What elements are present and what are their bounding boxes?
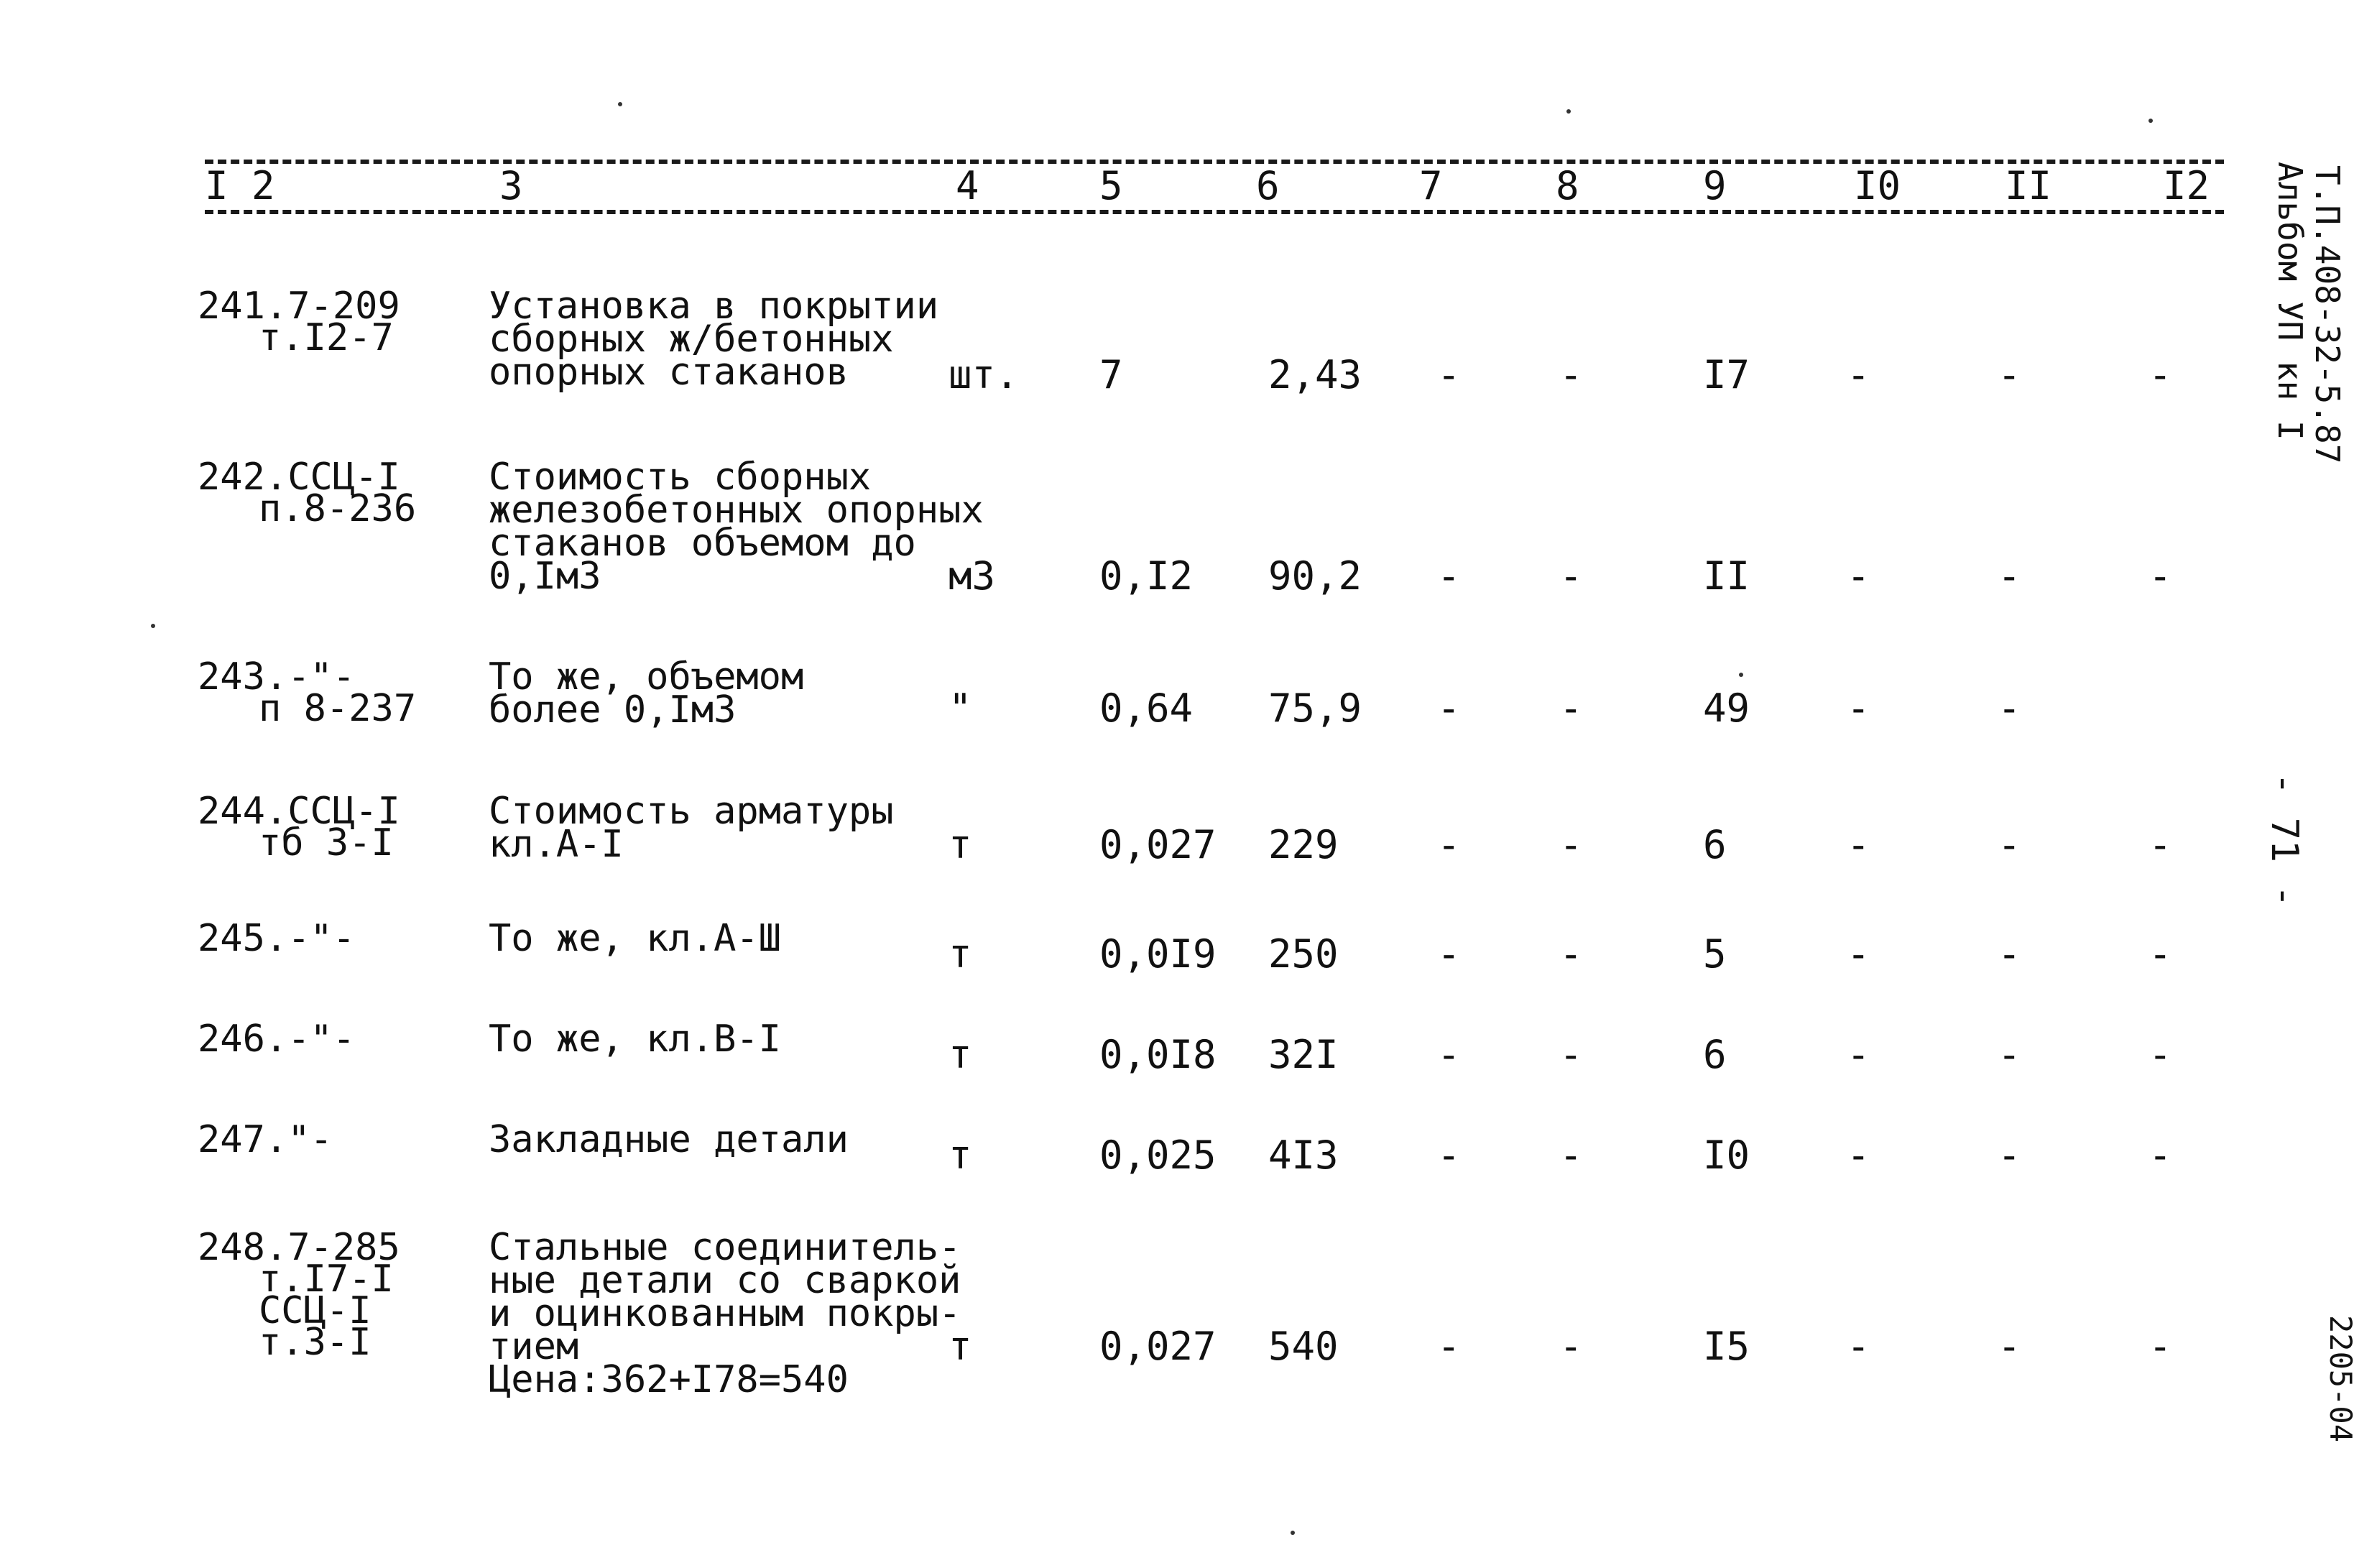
cell-c6: 90,2 xyxy=(1268,553,1362,599)
cell-c8: - xyxy=(1559,1133,1583,1178)
cell-c11: - xyxy=(1998,352,2021,397)
cell-c6: 250 xyxy=(1268,931,1339,977)
cell-c12: - xyxy=(2148,822,2172,867)
cell-c10: - xyxy=(1847,822,1870,867)
cell-c8: - xyxy=(1559,822,1583,867)
cell-c12: - xyxy=(2148,1324,2172,1369)
cell-c8: - xyxy=(1559,931,1583,977)
cell-c6: 75,9 xyxy=(1268,686,1362,731)
row-code: 242.ССЦ-I xyxy=(198,456,400,499)
cell-c10: - xyxy=(1847,1324,1870,1369)
row-code: т.I7-I xyxy=(259,1258,394,1301)
row-code: 246.-"- xyxy=(198,1018,356,1061)
col-header-6: 6 xyxy=(1256,163,1280,208)
album-ref-code: Т.П.408-32-5.87 xyxy=(2308,165,2347,464)
cell-unit: т xyxy=(949,1032,972,1077)
cell-unit: т xyxy=(949,931,972,977)
cell-c9: I5 xyxy=(1703,1324,1750,1369)
cell-c5: 0,64 xyxy=(1099,686,1194,731)
cell-c9: I7 xyxy=(1703,352,1750,397)
row-code: ССЦ-I xyxy=(259,1289,371,1332)
row-code: 243.-"- xyxy=(198,655,356,698)
cell-c5: 0,025 xyxy=(1099,1133,1217,1178)
cell-unit: м3 xyxy=(949,553,996,599)
row-code: 241.7-209 xyxy=(198,285,400,328)
row-code: п 8-237 xyxy=(259,687,417,730)
page-number-text: - 71 - xyxy=(2263,773,2306,908)
cell-c11: - xyxy=(1998,686,2021,731)
cell-c7: - xyxy=(1437,1032,1461,1077)
col-header-7: 7 xyxy=(1419,163,1443,208)
cell-unit: т xyxy=(949,1324,972,1369)
cell-unit: " xyxy=(949,686,972,731)
row-description: То же, объемом xyxy=(489,655,804,698)
header-rule-bottom xyxy=(205,210,2224,214)
row-description: и оцинкованным покры- xyxy=(489,1292,961,1335)
cell-c7: - xyxy=(1437,553,1461,599)
cell-c11: - xyxy=(1998,1324,2021,1369)
row-description: кл.А-I xyxy=(489,823,624,866)
col-header-9: 9 xyxy=(1703,163,1727,208)
cell-c12: - xyxy=(2148,352,2172,397)
row-description: Цена:362+I78=540 xyxy=(489,1358,849,1401)
row-code: 248.7-285 xyxy=(198,1226,400,1269)
cell-c10: - xyxy=(1847,1032,1870,1077)
row-code: т.I2-7 xyxy=(259,316,394,359)
row-description: стаканов объемом до xyxy=(489,522,916,565)
cell-c9: I0 xyxy=(1703,1133,1750,1178)
scan-speck xyxy=(2148,119,2153,123)
cell-c11: - xyxy=(1998,553,2021,599)
cell-c9: II xyxy=(1703,553,1750,599)
cell-c5: 0,0I8 xyxy=(1099,1032,1217,1077)
cell-c6: 32I xyxy=(1268,1032,1339,1077)
cell-c9: 5 xyxy=(1703,931,1727,977)
col-header-3: 3 xyxy=(499,163,523,208)
cell-c10: - xyxy=(1847,553,1870,599)
cell-c7: - xyxy=(1437,686,1461,731)
cell-c8: - xyxy=(1559,1324,1583,1369)
album-vol-text: Альбом УП кн I xyxy=(2271,162,2309,441)
col-header-8: 8 xyxy=(1556,163,1579,208)
cell-c6: 2,43 xyxy=(1268,352,1362,397)
row-code: п.8-236 xyxy=(259,487,417,530)
row-description: тием xyxy=(489,1325,579,1368)
cell-c8: - xyxy=(1559,553,1583,599)
cell-c8: - xyxy=(1559,352,1583,397)
row-code: 245.-"- xyxy=(198,917,356,960)
col-header-11: II xyxy=(2005,163,2052,208)
cell-c12: - xyxy=(2148,553,2172,599)
row-description: опорных стаканов xyxy=(489,351,849,394)
cell-unit: т xyxy=(949,822,972,867)
cell-c9: 49 xyxy=(1703,686,1750,731)
col-header-1-2: I 2 xyxy=(205,163,275,208)
row-description: Закладные детали xyxy=(489,1118,849,1161)
scan-speck xyxy=(151,624,155,628)
scan-speck xyxy=(618,102,622,106)
row-description: То же, кл.В-I xyxy=(489,1018,781,1061)
col-header-10: I0 xyxy=(1854,163,1901,208)
cell-c11: - xyxy=(1998,931,2021,977)
row-description: железобетонных опорных xyxy=(489,489,984,532)
cell-unit: шт. xyxy=(949,352,1019,397)
cell-c6: 540 xyxy=(1268,1324,1339,1369)
cell-c6: 229 xyxy=(1268,822,1339,867)
cell-c7: - xyxy=(1437,1324,1461,1369)
cell-c5: 7 xyxy=(1099,352,1123,397)
album-volume xyxy=(2271,162,2309,441)
cell-c5: 0,0I9 xyxy=(1099,931,1217,977)
scan-speck xyxy=(1291,1531,1295,1535)
row-description: То же, кл.А-Ш xyxy=(489,917,781,960)
stamp-text: 2205-04 xyxy=(2323,1315,2358,1443)
cell-c11: - xyxy=(1998,1032,2021,1077)
row-description: 0,Iм3 xyxy=(489,555,601,598)
cell-c12: - xyxy=(2148,931,2172,977)
col-header-5: 5 xyxy=(1099,163,1123,208)
cell-c8: - xyxy=(1559,1032,1583,1077)
cell-c8: - xyxy=(1559,686,1583,731)
cell-c9: 6 xyxy=(1703,1032,1727,1077)
cell-c6: 4I3 xyxy=(1268,1133,1339,1178)
col-header-4: 4 xyxy=(956,163,979,208)
cell-unit: т xyxy=(949,1133,972,1178)
cell-c7: - xyxy=(1437,931,1461,977)
row-description: Установка в покрытии xyxy=(489,285,939,328)
cell-c7: - xyxy=(1437,822,1461,867)
cell-c10: - xyxy=(1847,1133,1870,1178)
scan-speck xyxy=(1739,673,1743,677)
stamp-number xyxy=(2323,1315,2358,1443)
cell-c9: 6 xyxy=(1703,822,1727,867)
scan-speck xyxy=(1566,109,1571,114)
row-description: Стоимость арматуры xyxy=(489,790,894,833)
cell-c7: - xyxy=(1437,352,1461,397)
cell-c5: 0,027 xyxy=(1099,1324,1217,1369)
row-description: сборных ж/бетонных xyxy=(489,318,894,361)
page-number xyxy=(2263,773,2306,908)
row-code: 247."- xyxy=(198,1118,333,1161)
cell-c10: - xyxy=(1847,931,1870,977)
cell-c12: - xyxy=(2148,1133,2172,1178)
row-description: Стальные соединитель- xyxy=(489,1226,961,1269)
cell-c7: - xyxy=(1437,1133,1461,1178)
cell-c5: 0,027 xyxy=(1099,822,1217,867)
row-code: т.3-I xyxy=(259,1321,371,1364)
row-code: тб 3-I xyxy=(259,821,394,864)
cell-c11: - xyxy=(1998,1133,2021,1178)
col-header-12: I2 xyxy=(2163,163,2210,208)
cell-c11: - xyxy=(1998,822,2021,867)
album-reference xyxy=(2308,165,2347,464)
row-description: ные детали со сваркой xyxy=(489,1259,961,1302)
cell-c10: - xyxy=(1847,686,1870,731)
row-code: 244.ССЦ-I xyxy=(198,790,400,833)
cell-c10: - xyxy=(1847,352,1870,397)
cell-c12: - xyxy=(2148,1032,2172,1077)
cell-c5: 0,I2 xyxy=(1099,553,1194,599)
row-description: более 0,Iм3 xyxy=(489,688,737,732)
row-description: Стоимость сборных xyxy=(489,456,872,499)
